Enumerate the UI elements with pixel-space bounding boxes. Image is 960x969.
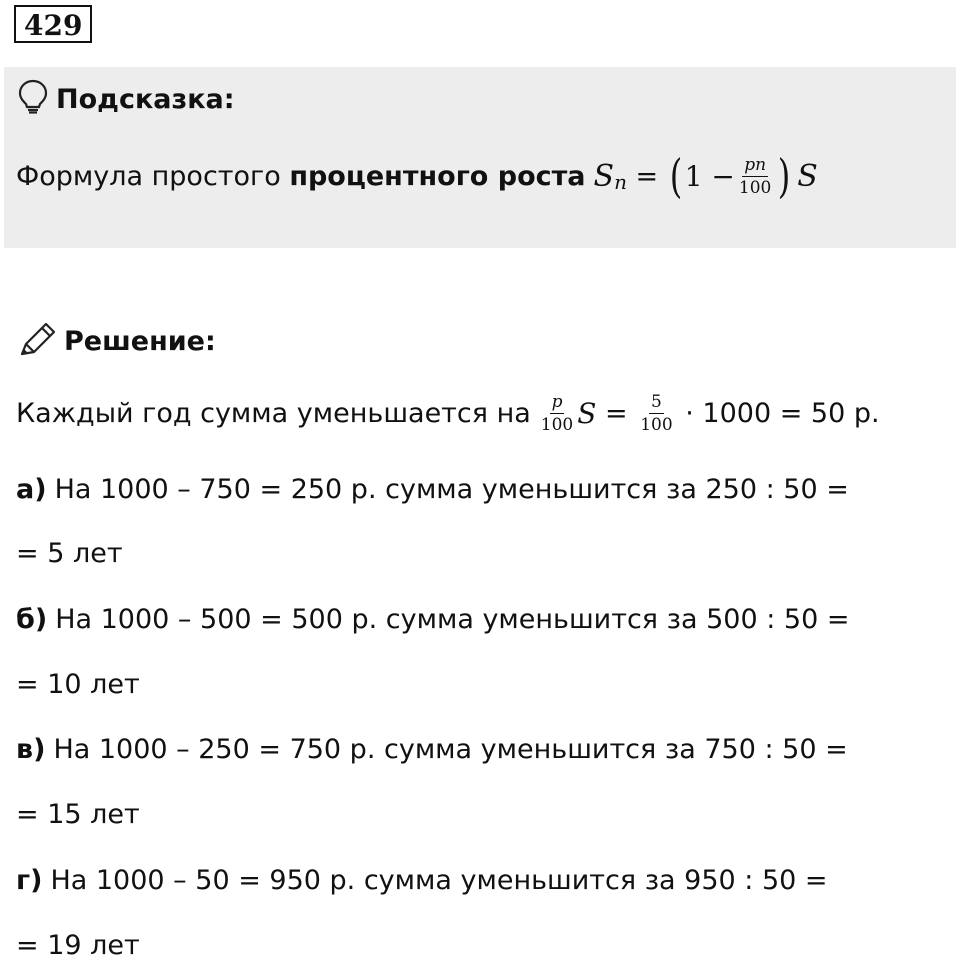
- lightbulb-icon: [18, 79, 48, 119]
- item-text: На 1000 – 500 = 500 р. сумма уменьшится за 500 : 50 =: [55, 604, 850, 635]
- formula-open-paren: (: [669, 149, 683, 203]
- item-text: На 1000 – 50 = 950 р. сумма уменьшится за 950 : 50 =: [50, 865, 828, 896]
- item-text: На 1000 – 250 = 750 р. сумма уменьшится за 750 : 50 =: [53, 734, 848, 765]
- formula-one-minus: 1 −: [684, 159, 735, 193]
- item-b: [16, 604, 849, 635]
- item-b-result: [16, 669, 140, 700]
- item-label: а): [16, 474, 47, 505]
- intro-eq: =: [596, 398, 637, 429]
- intro-frac1-den: 100: [540, 415, 574, 435]
- solution-title: Решение:: [64, 325, 216, 357]
- item-d-result: [16, 930, 140, 961]
- solution-header: [18, 320, 216, 362]
- formula-frac-num: pn: [744, 154, 767, 175]
- hint-bold-text: процентного роста: [289, 160, 586, 192]
- item-label: в): [16, 734, 46, 765]
- item-c: [16, 734, 848, 765]
- intro-fraction-2: [640, 392, 672, 435]
- hint-header: [18, 79, 235, 119]
- item-result: = 19 лет: [16, 930, 140, 961]
- formula-lhs: S: [593, 158, 615, 194]
- item-text: На 1000 – 750 = 250 р. сумма уменьшится за 250 : 50 =: [54, 474, 849, 505]
- formula-eq: =: [626, 160, 667, 192]
- item-a: [16, 474, 849, 505]
- item-result: = 5 лет: [16, 538, 123, 569]
- intro-frac1-num: p: [551, 392, 563, 412]
- solution-intro: [16, 392, 880, 435]
- item-label: г): [16, 865, 43, 896]
- item-c-result: [16, 799, 140, 830]
- item-result: = 10 лет: [16, 669, 140, 700]
- intro-fraction-1: [541, 392, 573, 435]
- intro-frac2-num: 5: [651, 392, 662, 412]
- task-number: 429: [14, 5, 92, 43]
- hint-panel: [4, 67, 956, 248]
- item-label: б): [16, 604, 48, 635]
- formula-lhs-sub: n: [614, 170, 627, 194]
- item-result: = 15 лет: [16, 799, 140, 830]
- pencil-icon: [18, 320, 58, 362]
- hint-text: Формула простого: [16, 160, 290, 192]
- formula-close-paren: ): [778, 149, 791, 203]
- intro-frac2-den: 100: [640, 415, 673, 435]
- intro-rest: · 1000 = 50 р.: [676, 398, 880, 429]
- item-d: [16, 865, 828, 896]
- formula-frac-den: 100: [738, 177, 772, 198]
- intro-text: Каждый год сумма уменьшается на: [16, 398, 531, 429]
- intro-s: S: [577, 397, 597, 430]
- formula-rhs: S: [797, 158, 818, 194]
- item-a-result: [16, 538, 123, 569]
- formula-fraction: [739, 155, 771, 198]
- hint-formula-line: [16, 149, 818, 203]
- hint-title: Подсказка:: [56, 83, 235, 115]
